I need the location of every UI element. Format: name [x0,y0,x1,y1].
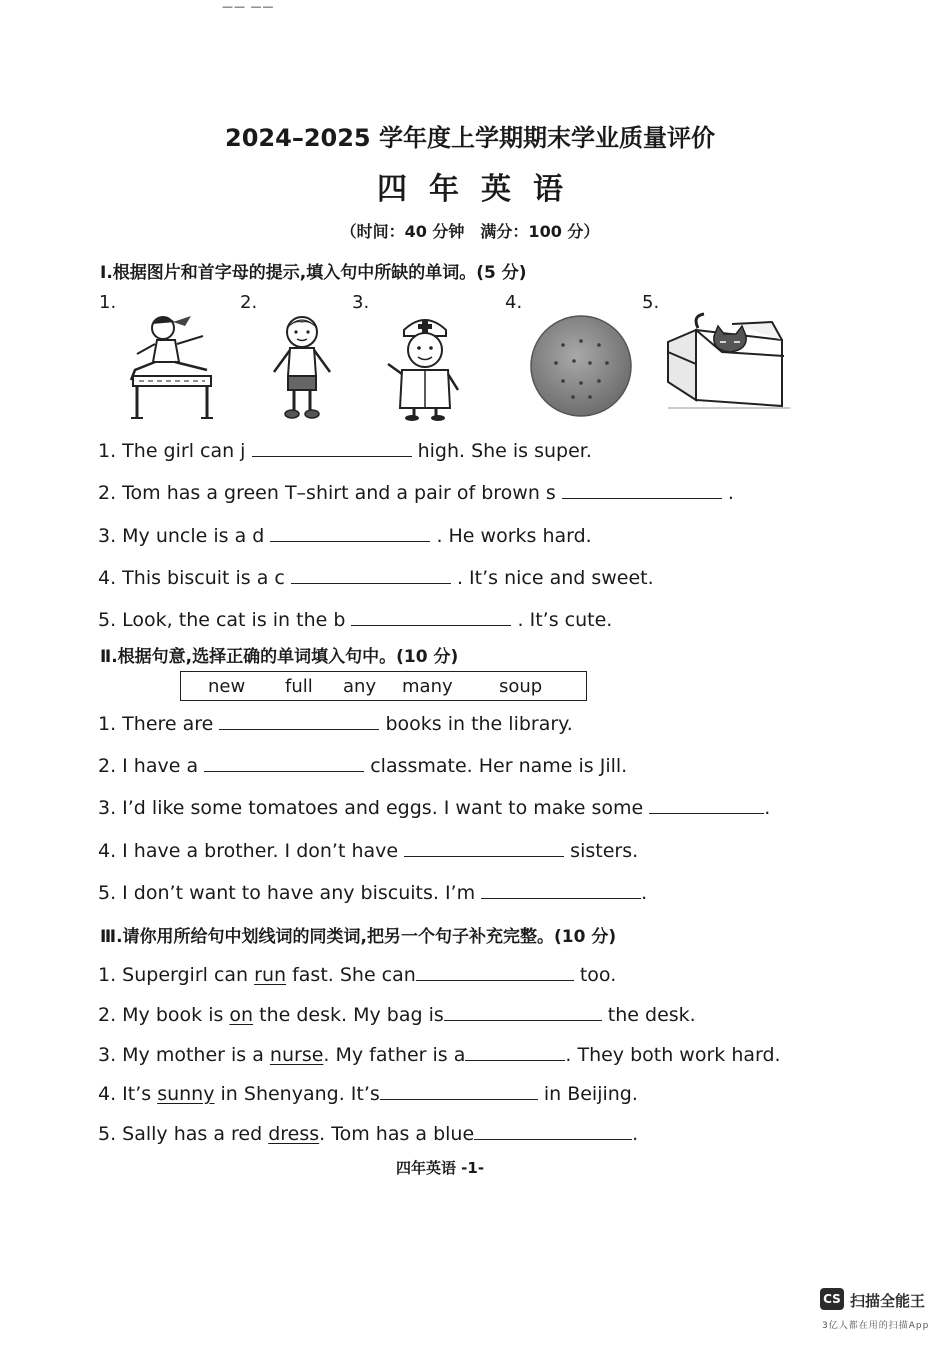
s3-question-4 [98,1081,638,1105]
s3-q3-post: . My father is a [323,1044,466,1066]
scanner-tagline: 3亿人都在用的扫描App [822,1321,930,1331]
picture-label-5: 5. [642,292,660,313]
s3-q5-blank[interactable] [474,1121,632,1140]
section-2-heading: Ⅱ.根据句意,选择正确的单词填入句中。(10 分) [100,647,459,667]
s2-q3-text-before: 3. I’d like some tomatoes and eggs. I want to make some [98,797,644,819]
s1-q4-blank[interactable] [291,565,451,584]
s1-q1-blank[interactable] [252,438,412,457]
word-bank-many: many [402,676,453,697]
s3-q3-underlined-word: nurse [269,1044,324,1066]
s3-q4-pre: 4. It’s [98,1083,158,1105]
picture-label-1: 1. [99,292,117,313]
s1-q5-text-before: 5. Look, the cat is in the b [98,609,346,631]
time-info: （时间：40 分钟 满分：100 分） [340,222,600,241]
word-bank-full: full [285,676,313,697]
word-bank-new: new [208,676,246,697]
picture-label-2: 2. [240,292,258,313]
s1-question-5 [98,607,612,631]
s2-q1-text-after: books in the library. [385,713,573,735]
s1-q2-text-after: . [727,482,734,504]
s1-q4-text-after: . It’s nice and sweet. [456,567,654,589]
word-bank-box [180,671,587,701]
scanner-logo-icon: CS [820,1288,844,1310]
s1-question-2 [98,480,734,504]
s1-q2-blank[interactable] [562,480,722,499]
s3-question-3 [98,1042,781,1066]
s1-q3-text-before: 3. My uncle is a d [98,525,265,547]
s3-q2-post: the desk. My bag is [253,1004,444,1026]
exam-subject: 四年英语 [377,172,585,207]
s3-q1-post: fast. She can [286,964,416,986]
s1-q4-text-before: 4. This biscuit is a c [98,567,285,589]
s3-q5-post: . Tom has a blue [319,1123,475,1145]
s3-question-1 [98,962,616,986]
section-1-heading: Ⅰ.根据图片和首字母的提示,填入句中所缺的单词。(5 分) [100,263,527,283]
word-bank-soup: soup [499,676,543,697]
s2-q2-text-before: 2. I have a [98,755,199,777]
picture-label-3: 3. [352,292,370,313]
s3-q4-after: in Beijing. [543,1083,638,1105]
s3-q3-pre: 3. My mother is a [98,1044,270,1066]
s1-question-4 [98,565,654,589]
s2-q3-blank[interactable] [649,795,764,814]
s3-q2-pre: 2. My book is [98,1004,230,1026]
s1-q5-blank[interactable] [351,607,511,626]
s3-q3-blank[interactable] [465,1042,565,1061]
s2-q3-text-after: . [764,797,771,819]
exam-title: 2024–2025 学年度上学期期末学业质量评价 [225,124,715,152]
s2-q1-text-before: 1. There are [98,713,214,735]
s3-q5-pre: 5. Sally has a red [98,1123,269,1145]
s3-q1-pre: 1. Supergirl can [98,964,255,986]
girl-jumping-picture [125,310,220,422]
word-bank-any: any [343,676,377,697]
cookie-picture [528,313,634,419]
cat-in-box-picture [662,312,790,410]
doctor-picture [380,310,470,422]
s3-question-2 [98,1002,696,1026]
boy-standing-picture [262,310,342,422]
s3-q5-underlined-word: dress [268,1123,320,1145]
s1-q1-text-before: 1. The girl can j [98,440,246,462]
s2-q5-blank[interactable] [481,880,641,899]
s2-q1-blank[interactable] [219,711,379,730]
page-footer: 四年英语 -1- [395,1159,485,1177]
s2-q5-text-before: 5. I don’t want to have any biscuits. I’m [98,882,476,904]
s3-q4-post: in Shenyang. It’s [214,1083,380,1105]
s3-q2-blank[interactable] [444,1002,602,1021]
s1-q3-text-after: . He works hard. [436,525,592,547]
s1-q2-text-before: 2. Tom has a green T–shirt and a pair of brown s [98,482,556,504]
section-3-heading: Ⅲ.请你用所给句中划线词的同类词,把另一个句子补充完整。(10 分) [100,927,617,947]
s3-q4-blank[interactable] [380,1081,538,1100]
s2-question-5 [98,880,647,904]
s1-q3-blank[interactable] [270,523,430,542]
s2-question-1 [98,711,573,735]
s1-question-3 [98,523,592,547]
s3-q1-underlined-word: run [254,964,287,986]
picture-label-4: 4. [505,292,523,313]
s3-q2-after: the desk. [607,1004,696,1026]
s3-q2-underlined-word: on [229,1004,254,1026]
s2-question-3 [98,795,770,819]
s2-q2-text-after: classmate. Her name is Jill. [370,755,628,777]
s3-q1-blank[interactable] [416,962,574,981]
s1-q5-text-after: . It’s cute. [517,609,613,631]
s2-q2-blank[interactable] [204,753,364,772]
s3-q4-underlined-word: sunny [157,1083,215,1105]
s2-q4-blank[interactable] [404,838,564,857]
s3-q5-after: . [632,1123,639,1145]
s2-question-2 [98,753,627,777]
s2-q4-text-after: sisters. [570,840,639,862]
s1-question-1 [98,438,592,462]
s2-q4-text-before: 4. I have a brother. I don’t have [98,840,399,862]
s1-q1-text-after: high. She is super. [417,440,592,462]
s2-q5-text-after: . [641,882,648,904]
s2-question-4 [98,838,638,862]
top-scrap-text: —— —— [222,0,275,13]
s3-q1-after: too. [579,964,617,986]
scanner-app-name: 扫描全能王 [850,1292,926,1310]
s3-q3-after: . They both work hard. [565,1044,781,1066]
s3-question-5 [98,1121,638,1145]
